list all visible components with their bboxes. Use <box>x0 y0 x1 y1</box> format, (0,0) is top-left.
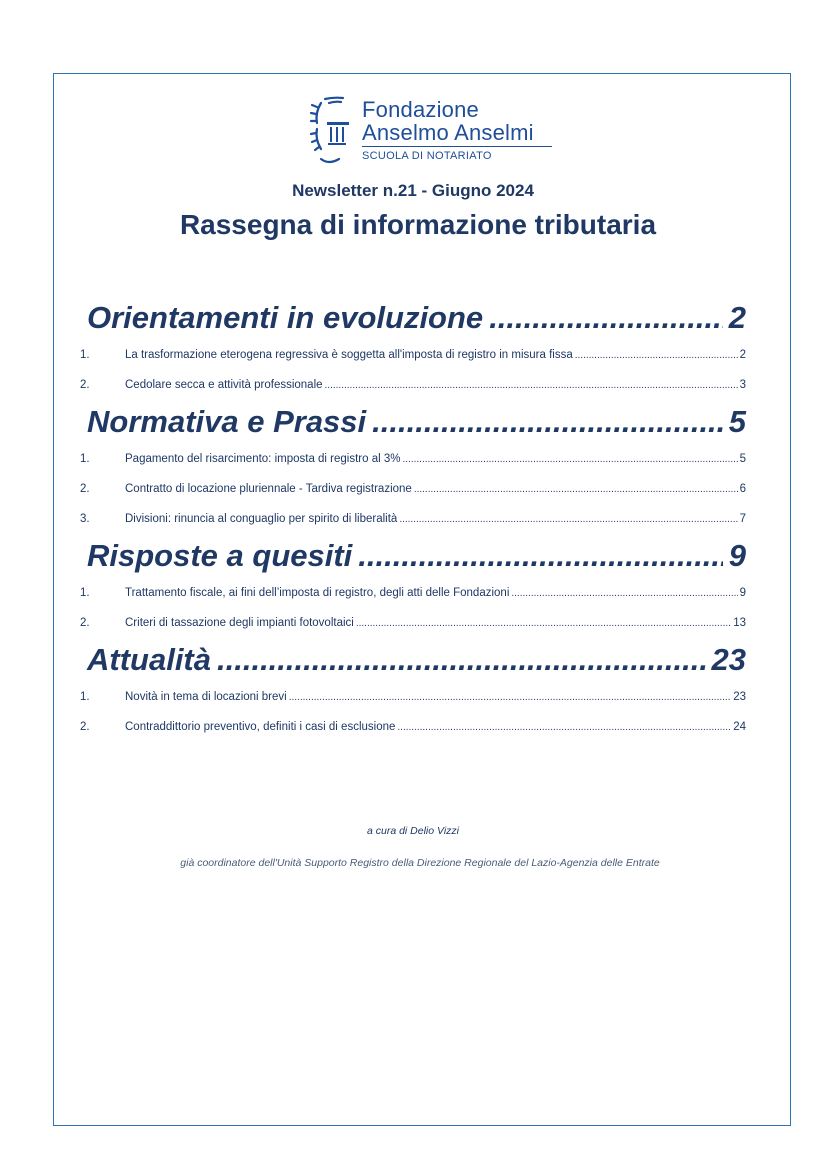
leader-dots <box>575 341 738 371</box>
toc-item[interactable] <box>80 608 746 638</box>
toc-item[interactable] <box>80 682 746 712</box>
item-number: 2. <box>80 483 90 495</box>
laurel-column-icon <box>307 95 357 173</box>
leader-dots <box>489 296 723 340</box>
leader-dots <box>397 713 731 743</box>
item-page: 23 <box>733 691 746 703</box>
item-page: 3 <box>739 379 746 391</box>
leader-dots <box>325 371 738 401</box>
table-of-contents <box>80 296 746 742</box>
editor-credit: a cura di Delio Vizzi <box>366 825 459 837</box>
section-title: Risposte a quesiti <box>87 538 353 573</box>
item-number: 3. <box>80 513 90 525</box>
toc-item[interactable] <box>80 340 746 370</box>
item-number: 2. <box>80 379 90 391</box>
section-title: Normativa e Prassi <box>87 404 367 439</box>
item-title: Divisioni: rinuncia al conguaglio per spirito di liberalità <box>125 513 398 525</box>
item-page: 7 <box>739 513 746 525</box>
item-number: 1. <box>80 349 90 361</box>
item-title: Trattamento fiscale, ai fini dell’imposta di registro, degli atti delle Fondazioni <box>125 587 510 599</box>
item-number: 1. <box>80 587 90 599</box>
item-number: 1. <box>80 691 90 703</box>
section-page: 5 <box>728 404 746 439</box>
leader-dots <box>289 683 731 713</box>
toc-section-heading[interactable] <box>80 296 746 340</box>
item-number: 2. <box>80 617 90 629</box>
item-page: 9 <box>739 587 746 599</box>
toc-item[interactable] <box>80 370 746 400</box>
toc-item[interactable] <box>80 474 746 504</box>
item-page: 24 <box>733 721 746 733</box>
item-title: Contraddittorio preventivo, definiti i casi di esclusione <box>125 721 396 733</box>
toc-section <box>80 296 746 400</box>
logo-line2: Anselmo Anselmi <box>362 122 552 147</box>
logo <box>307 95 567 173</box>
item-title: Contratto di locazione pluriennale - Tardiva registrazione <box>125 483 412 495</box>
toc-item[interactable] <box>80 504 746 534</box>
leader-dots <box>358 534 722 578</box>
toc-section-heading[interactable] <box>80 400 746 444</box>
toc-section-heading[interactable] <box>80 638 746 682</box>
newsletter-issue: Newsletter n.21 - Giugno 2024 <box>292 181 534 200</box>
item-page: 2 <box>739 349 746 361</box>
section-page: 9 <box>728 538 746 573</box>
toc-section <box>80 400 746 534</box>
item-number: 2. <box>80 721 90 733</box>
section-title: Attualità <box>87 642 211 677</box>
item-title: Pagamento del risarcimento: imposta di registro al 3% <box>125 453 401 465</box>
item-page: 5 <box>739 453 746 465</box>
logo-line1: Fondazione <box>362 97 479 122</box>
section-title: Orientamenti in evoluzione <box>87 300 484 335</box>
leader-dots <box>399 505 737 535</box>
section-page: 23 <box>711 642 746 677</box>
editor-role: già coordinatore dell'Unità Supporto Registro della Direzione Regionale del Lazio-Agenzia delle Entrate <box>180 857 660 869</box>
toc-section <box>80 534 746 638</box>
toc-item[interactable] <box>80 712 746 742</box>
leader-dots <box>403 445 738 475</box>
item-page: 6 <box>739 483 746 495</box>
leader-dots <box>356 609 731 639</box>
toc-section-heading[interactable] <box>80 534 746 578</box>
item-title: Novità in tema di locazioni brevi <box>125 691 287 703</box>
toc-section <box>80 638 746 742</box>
leader-dots <box>217 638 706 682</box>
leader-dots <box>414 475 738 505</box>
item-number: 1. <box>80 453 90 465</box>
item-title: Criteri di tassazione degli impianti fotovoltaici <box>125 617 354 629</box>
toc-item[interactable] <box>80 578 746 608</box>
page-title: Rassegna di informazione tributaria <box>179 209 657 240</box>
section-page: 2 <box>728 300 746 335</box>
item-page: 13 <box>733 617 746 629</box>
toc-item[interactable] <box>80 444 746 474</box>
leader-dots <box>372 400 723 444</box>
item-title: La trasformazione eterogena regressiva è soggetta all'imposta di registro in misura fissa <box>125 349 573 361</box>
logo-line3: SCUOLA DI NOTARIATO <box>362 150 492 162</box>
item-title: Cedolare secca e attività professionale <box>125 379 323 391</box>
leader-dots <box>511 579 737 609</box>
